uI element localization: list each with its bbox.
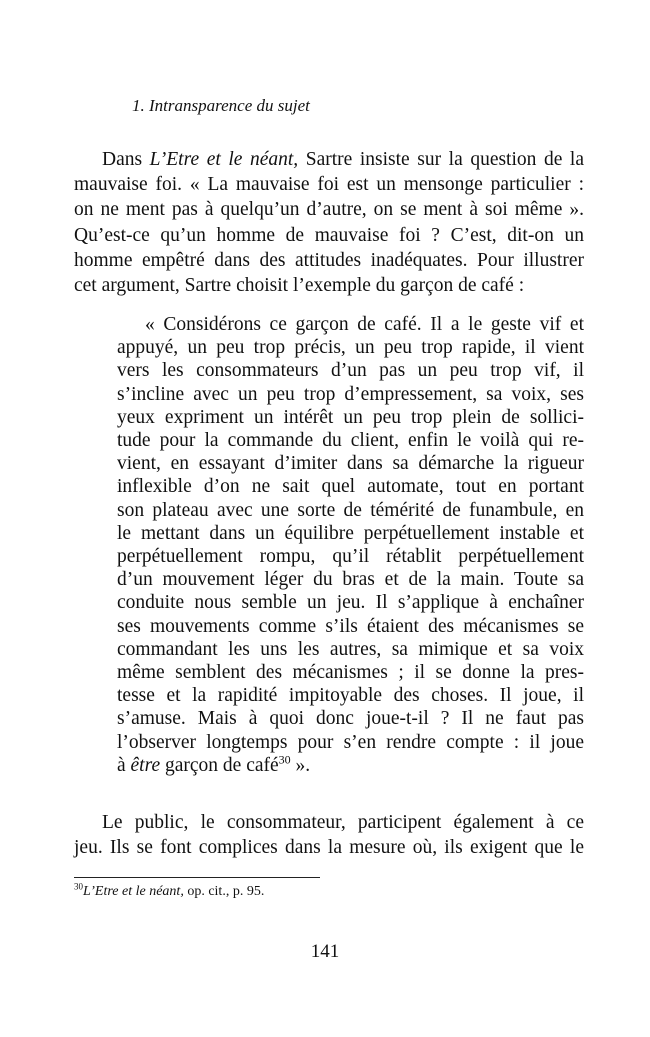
quote-line: même semblent des mécanismes ; il se donne la pres-: [117, 662, 584, 684]
text-line: Qu’est-ce qu’un homme de mauvaise foi ? C’est, dit-on un: [74, 224, 584, 246]
footnote-reference: op. cit., p. 95.: [183, 884, 265, 899]
quote-line: tude pour la commande du client, enfin le voilà qui re-: [117, 430, 584, 452]
footnote-work-title: L’Etre et le néant,: [83, 884, 184, 899]
quote-line: s’incline avec un peu trop d’empressement, sa voix, ses: [117, 383, 584, 405]
work-title: L’Etre et le néant,: [149, 149, 299, 170]
quote-line: perpétuellement rompu, qu’il rétablit perpétuellement: [117, 546, 584, 568]
intro-paragraph: [74, 147, 584, 298]
section-heading: [132, 96, 310, 116]
quote-line: tesse et la rapidité impitoyable des choses. Il joue, il: [117, 685, 584, 707]
quote-line: yeux expriment un intérêt un peu trop plein de sollici-: [117, 406, 584, 428]
quote-line: s’amuse. Mais à quoi donc joue-t-il ? Il ne faut pas: [117, 708, 584, 730]
text-line: cet argument, Sartre choisit l’exemple du garçon de café :: [74, 275, 525, 297]
quote-line: « Considérons ce garçon de café. Il a le geste vif et: [145, 314, 584, 335]
section-title: Intransparence du sujet: [149, 96, 310, 115]
quote-line: vient, en essayant d’imiter dans sa démarche la rigueur: [117, 453, 584, 475]
block-quote: [117, 313, 584, 777]
text-line: Dans L’Etre et le néant, Sartre insiste sur la question de la: [102, 149, 585, 170]
footnote-number: 30: [74, 881, 83, 892]
quote-line: conduite nous semble un jeu. Il s’applique à enchaîner: [117, 592, 584, 614]
quote-line: l’observer longtemps pour s’en rendre compte : il joue: [117, 731, 584, 753]
quote-line: commandant les uns les autres, sa mimique et sa voix: [117, 638, 584, 660]
text-line: mauvaise foi. « La mauvaise foi est un mensonge particulier :: [74, 174, 584, 196]
quote-line: le mettant dans un équilibre perpétuellement instable et: [117, 522, 584, 544]
text-line: Le public, le consommateur, participent également à ce: [102, 812, 584, 833]
footnote: [74, 881, 265, 900]
text-line: on ne ment pas à quelqu’un d’autre, on se ment à soi même ».: [74, 199, 584, 221]
quote-line: d’un mouvement léger du bras et de la main. Toute sa: [117, 569, 584, 591]
footnote-ref[interactable]: 30: [278, 752, 291, 767]
text-line: jeu. Ils se font complices dans la mesure où, ils exigent que le: [74, 837, 584, 859]
text-line: homme empêtré dans des attitudes inadéquates. Pour illustrer: [74, 249, 584, 271]
quote-line: ses mouvements comme s’ils étaient des mécanismes se: [117, 615, 584, 637]
closing-paragraph: [74, 810, 584, 860]
section-number: 1.: [132, 96, 145, 115]
quote-line: son plateau avec une sorte de témérité de funambule, en: [117, 499, 584, 521]
emphasis: être: [130, 754, 161, 776]
quote-line: inflexible d’on ne sait quel automate, tout en portant: [117, 476, 584, 498]
quote-line: appuyé, un peu trop précis, un peu trop rapide, il vient: [117, 337, 584, 359]
quote-line: à être garçon de café$^{30}$ ».: [117, 752, 311, 776]
page-number: 141: [310, 941, 340, 962]
quote-line: vers les consommateurs d’un pas un peu trop vif, il: [117, 360, 584, 382]
footnote-divider: [74, 877, 320, 878]
